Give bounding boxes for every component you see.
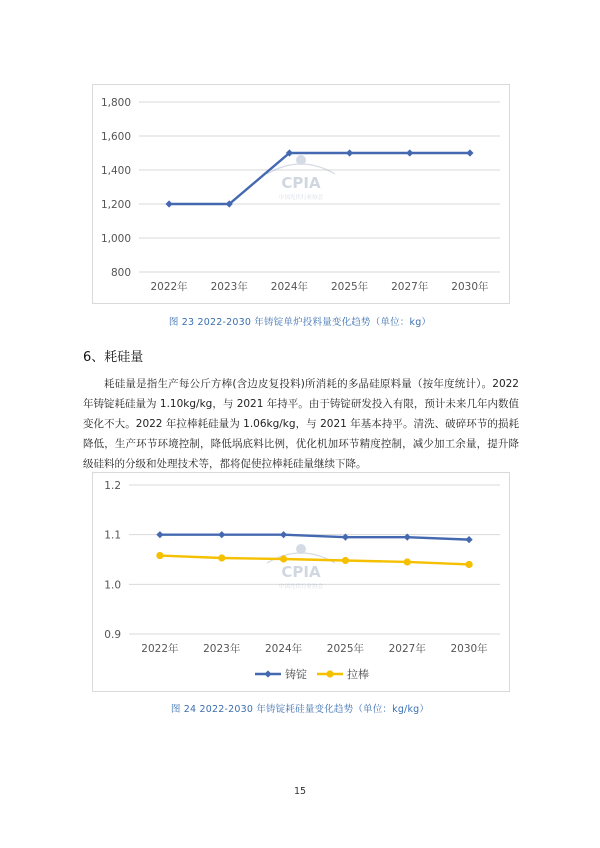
y-tick-label: 1,400 [100,165,131,177]
y-tick-label: 800 [110,267,131,279]
data-point [165,200,172,207]
x-tick-label: 2022年 [141,643,179,655]
watermark-org-text: 中国光伏行业协会 [278,584,324,590]
data-point [156,552,163,559]
x-tick-label: 2030年 [451,281,489,293]
figure-caption: 图 23 2022-2030 年铸锭单炉投料量变化趋势（单位：kg） [168,317,432,328]
watermark-sun-icon [296,544,306,554]
body-paragraph: 耗硅量是指生产每公斤方棒(含边皮复投料)所消耗的多晶硅原料量（按年度统计）。2022 年铸锭耗硅量为 1.10kg/kg，与 2021 年持平。由于铸锭研发投入有限，预计未来几年内数值变化不大。2022 年拉棒耗硅量为 1.06kg/kg，与 2021 年基本持平。清洗、破碎环节的损耗降低，生产环节环境控制，降低埚底料比例，优化机加环节精度控制，减少加工余量，提升降级硅料的分级和处理技术等，都将促使拉棒耗硅量继续下降。 [83,378,519,470]
data-point [465,561,472,568]
x-tick-label: 2023年 [203,643,241,655]
y-tick-label: 1,800 [100,97,131,109]
y-tick-label: 1,000 [100,233,131,245]
x-tick-label: 2024年 [264,643,303,655]
watermark-org-text: 中国光伏行业协会 [278,195,324,201]
data-point [280,531,287,538]
data-point [406,149,413,156]
data-point [342,557,349,564]
x-tick-label: 2030年 [450,643,488,655]
data-point [218,554,225,561]
y-tick-label: 1,200 [100,199,131,211]
legend-marker [264,670,271,677]
y-tick-label: 0.9 [104,629,121,641]
legend-label: 拉棒 [347,668,369,681]
x-tick-label: 2027年 [391,281,429,293]
chart-investment-per-furnace [92,84,510,304]
line-chart-svg [93,85,511,305]
watermark-arc [267,164,335,174]
series-line [160,535,469,540]
data-point [218,531,225,538]
x-tick-label: 2025年 [330,281,369,293]
watermark-logo-text: CPIA [281,563,321,581]
figure-caption: 图 24 2022-2030 年铸锭耗硅量变化趋势（单位：kg/kg） [170,704,430,715]
watermark-logo [267,544,335,590]
y-tick-label: 1.1 [104,529,121,542]
x-tick-label: 2023年 [210,281,248,293]
page-number: 15 [293,786,307,797]
data-point [466,149,473,156]
y-tick-label: 1.0 [104,579,121,592]
data-point [156,531,163,538]
data-point [280,555,287,562]
section-heading: 6、耗硅量 [83,350,144,365]
x-tick-label: 2024年 [270,281,309,293]
watermark-logo-text: CPIA [281,174,321,192]
watermark-sun-icon [296,155,306,165]
legend-marker [326,670,333,677]
line-chart-svg [93,473,511,693]
x-tick-label: 2022年 [150,281,188,293]
legend-label: 铸锭 [285,668,307,681]
x-tick-label: 2027年 [388,643,426,655]
data-point [404,558,411,565]
y-tick-label: 1,600 [100,131,131,143]
data-point [465,536,472,543]
x-tick-label: 2025年 [326,643,365,655]
chart-silicon-consumption [92,472,510,692]
data-point [346,149,353,156]
y-tick-label: 1.2 [104,480,121,492]
